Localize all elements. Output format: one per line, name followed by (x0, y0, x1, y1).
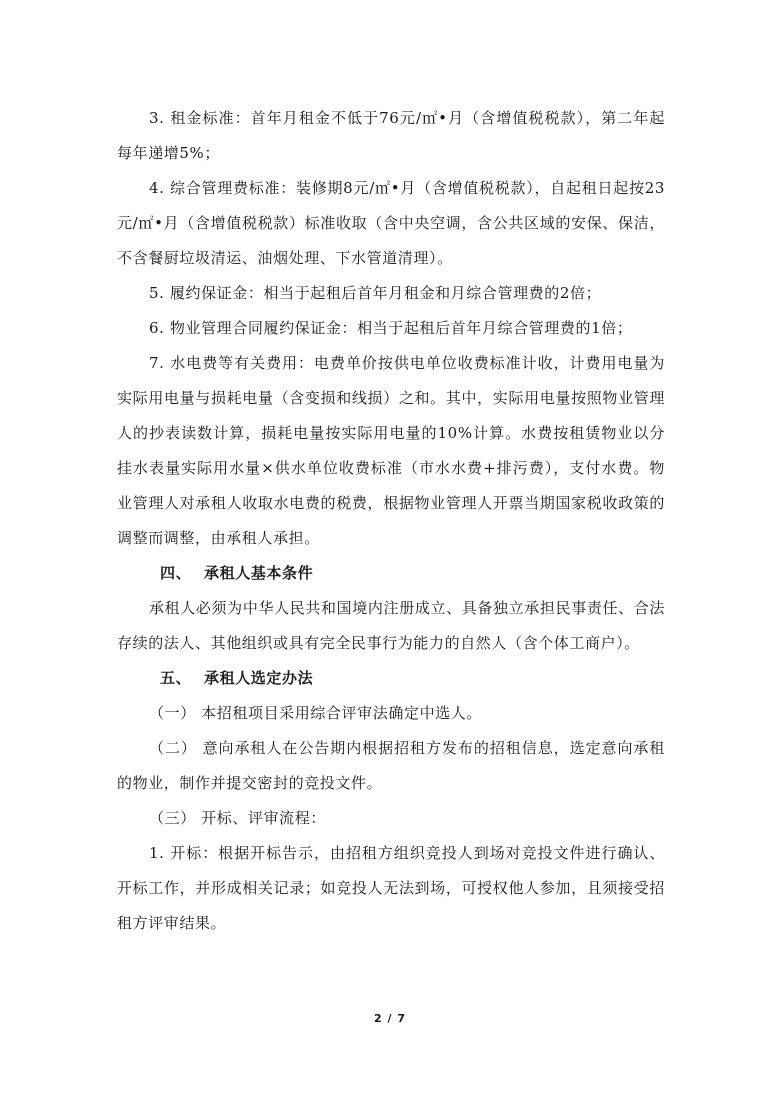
section-five-heading (117, 661, 665, 696)
property-contract-deposit-paragraph: 6. 物业管理合同履约保证金：相当于起租后首年月综合管理费的1倍； (149, 319, 633, 337)
section-five-item-1: （一） 本招租项目采用综合评审法确定中选人。 (149, 704, 482, 722)
performance-deposit-paragraph: 5. 履约保证金：相当于起租后首年月租金和月综合管理费的2倍； (149, 284, 602, 302)
utility-fees-paragraph: 7. 水电费等有关费用：电费单价按供电单位收费标准计收，计费用电量为实际用电量与损耗电量（含变损和线损）之和。其中，实际用电量按照物业管理人的抄表读数计算，损耗电量按实际用电量的10%计算。水费按租赁物业以分挂水表量实际用水量×供水单位收费标准（市水水费+排污费），支付水费。物业管理人对承租人收取水电费的税费，根据物业管理人开票当期国家税收政策的调整而调整，由承租人承担。 (117, 354, 665, 547)
section-four-body: 承租人必须为中华人民共和国境内注册成立、具备独立承担民事责任、合法存续的法人、其他组织或具有完全民事行为能力的自然人（含个体工商户）。 (117, 599, 665, 652)
section-four-number: 四、 (160, 564, 192, 582)
rent-standard-paragraph: 3. 租金标准：首年月租金不低于76元/㎡•月（含增值税税款），第二年起每年递增5%； (117, 109, 665, 162)
page-number: 2 / 7 (374, 1012, 406, 1025)
document-content (117, 101, 665, 941)
section-five-item-2: （二） 意向承租人在公告期内根据招租方发布的招租信息，选定意向承租的物业，制作并提交密封的竞投文件。 (117, 739, 665, 792)
section-five-item-4: 1. 开标：根据开标告示，由招租方组织竞投人到场对竞投文件进行确认、开标工作，并形成相关记录；如竞投人无法到场，可授权他人参加，且须接受招租方评审结果。 (117, 844, 665, 932)
section-five-number: 五、 (160, 669, 192, 687)
section-five-title: 承租人选定办法 (204, 669, 314, 687)
section-four-title: 承租人基本条件 (204, 564, 314, 582)
section-five-item-3: （三） 开标、评审流程： (149, 809, 326, 827)
section-four-heading (117, 556, 665, 591)
management-fee-paragraph: 4. 综合管理费标准：装修期8元/㎡•月（含增值税税款），自起租日起按23元/㎡•月（含增值税税款）标准收取（含中央空调，含公共区域的安保、保洁，不含餐厨垃圾清运、油烟处理、下水管道清理）。 (117, 179, 665, 267)
